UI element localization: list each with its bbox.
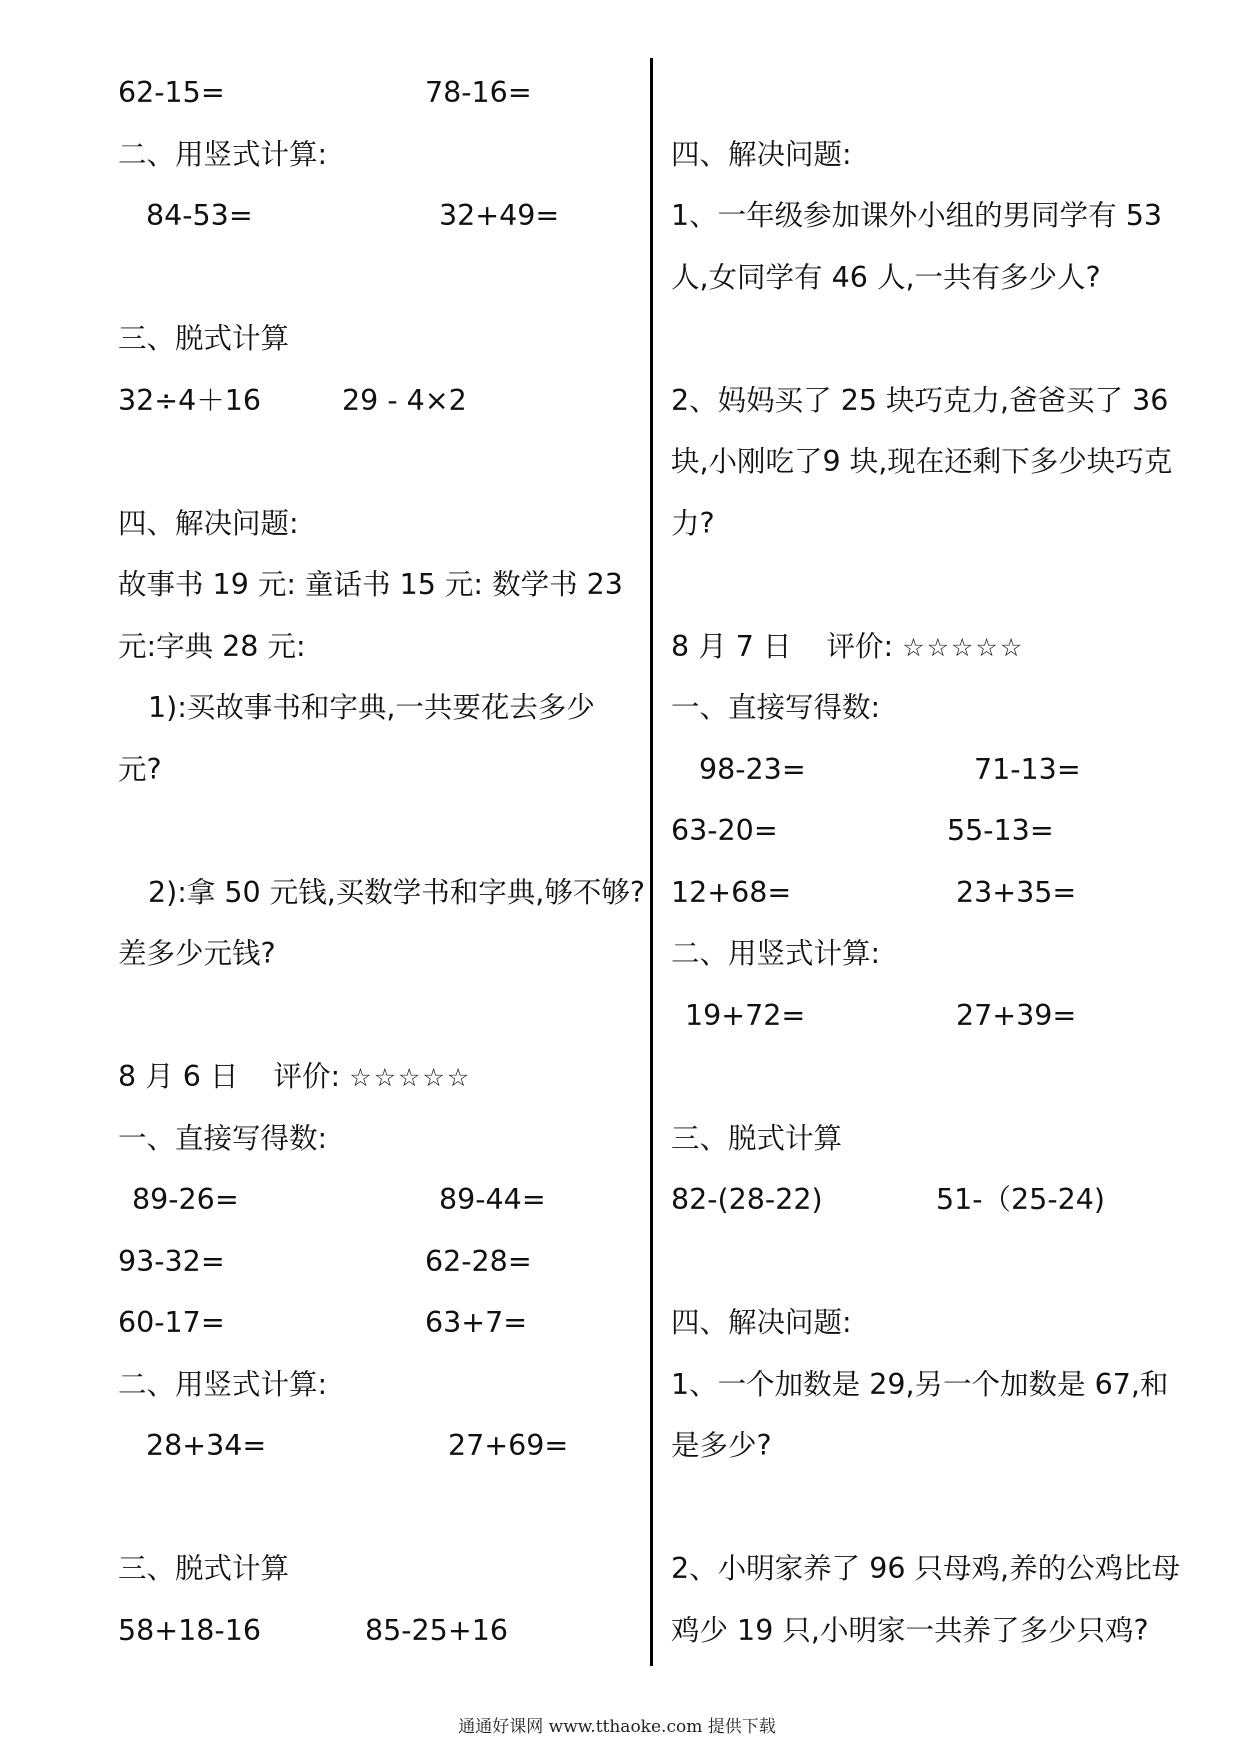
question-line: 2、妈妈买了 25 块巧克力,爸爸买了 36 [671,383,1169,417]
question-line: 1):买故事书和字典,一共要花去多少 [148,691,595,724]
section-heading: 三、脱式计算 [671,1121,843,1155]
problem: 58+18-16 [118,1613,261,1647]
section-heading: 四、解决问题: [671,137,852,171]
problem: 82-(28-22) [671,1183,823,1216]
problem: 51-（25-24) [936,1183,1105,1216]
question-line: 1、一年级参加课外小组的男同学有 53 [671,199,1162,232]
date-label: 8 月 6 日 [118,1060,239,1093]
problem: 32÷4＋16 [118,383,262,417]
problem: 89-44= [439,1183,546,1216]
question-line: 2、小明家养了 96 只母鸡,养的公鸡比母 [671,1552,1181,1585]
problem-row [671,1169,1186,1231]
problem: 62-28= [425,1244,532,1278]
problem-row [671,800,1186,862]
problem-row [671,739,1186,801]
rating-stars-icon: ☆☆☆☆☆ [902,632,1025,662]
rating-label: 评价: [826,629,894,663]
problem: 32+49= [439,199,560,232]
problem: 19+72= [685,998,806,1032]
problem: 29 - 4×2 [342,383,467,417]
left-column [118,62,645,1661]
problem-row [118,185,638,247]
section-heading: 一、直接写得数: [118,1121,328,1155]
section-heading: 三、脱式计算 [118,1552,290,1585]
problem-row [118,1292,638,1354]
problem-row [118,1415,638,1477]
right-column [671,62,1186,1661]
section-heading: 二、用竖式计算: [118,137,328,171]
problem-row [671,985,1186,1047]
problem: 27+69= [448,1429,569,1462]
problem: 85-25+16 [365,1613,508,1647]
section-heading: 二、用竖式计算: [671,937,881,970]
section-heading: 三、脱式计算 [118,322,290,355]
problem: 93-32= [118,1244,225,1278]
problem: 62-15= [118,76,225,109]
problem: 71-13= [974,752,1081,786]
problem-row [118,1600,638,1662]
problem-row [118,62,638,124]
problem: 63-20= [671,814,778,847]
section-heading: 四、解决问题: [118,506,299,540]
paragraph-line: 元:字典 28 元: [118,629,306,663]
problem-row [671,862,1186,924]
section-heading: 二、用竖式计算: [118,1367,328,1401]
question-line: 鸡少 19 只,小明家一共养了多少只鸡? [671,1613,1149,1647]
problem: 78-16= [425,76,532,109]
question-line: 元? [118,752,162,786]
problem: 98-23= [699,752,806,786]
question-line: 1、一个加数是 29,另一个加数是 67,和 [671,1367,1169,1401]
day-header [671,616,1186,678]
question-line: 2):拿 50 元钱,买数学书和字典,够不够? [148,875,645,909]
problem-row [118,1169,638,1231]
date-label: 8 月 7 日 [671,629,792,663]
question-line: 是多少? [671,1429,772,1462]
problem: 63+7= [425,1306,528,1339]
problem: 27+39= [956,998,1077,1032]
rating-label: 评价: [273,1060,341,1093]
paragraph-line: 故事书 19 元: 童话书 15 元: 数学书 23 [118,568,623,601]
problem-row [118,1231,638,1293]
problem: 84-53= [146,199,253,232]
day-header [118,1046,638,1108]
problem: 28+34= [146,1429,267,1462]
problem: 89-26= [132,1183,239,1216]
column-divider [650,58,653,1666]
question-line: 力? [671,506,715,540]
question-line: 差多少元钱? [118,937,276,970]
question-line: 人,女同学有 46 人,一共有多少人? [671,260,1101,294]
footer-credit: 通通好课网 www.tthaoke.com 提供下载 [458,1717,776,1737]
question-line: 块,小刚吃了9 块,现在还剩下多少块巧克 [671,445,1173,478]
section-heading: 四、解决问题: [671,1306,852,1339]
rating-stars-icon: ☆☆☆☆☆ [349,1063,472,1092]
problem: 55-13= [947,814,1054,847]
problem: 12+68= [671,875,792,909]
problem: 23+35= [956,875,1077,909]
problem-row [118,370,638,432]
problem: 60-17= [118,1306,225,1339]
section-heading: 一、直接写得数: [671,691,881,724]
